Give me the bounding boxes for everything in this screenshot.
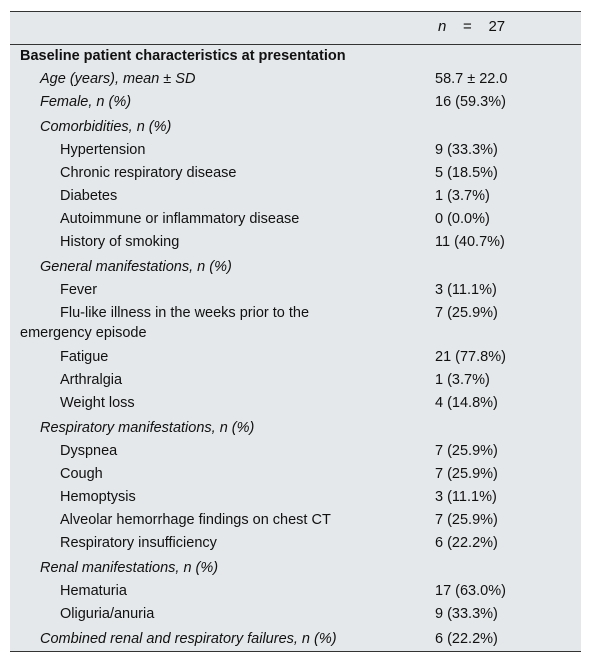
table-row (10, 486, 581, 509)
table-row (10, 208, 581, 231)
table-header (10, 12, 581, 45)
row-label: Oliguria/anuria (60, 606, 155, 622)
row-label: Cough (60, 466, 103, 482)
table-row (10, 509, 581, 532)
table-row (10, 369, 581, 392)
row-label: Autoimmune or inflammatory disease (60, 211, 300, 227)
row-label: Combined renal and respiratory failures, n (%) (40, 631, 337, 647)
row-label: Respiratory insufficiency (60, 535, 217, 551)
row-label: Dyspnea (60, 443, 118, 459)
row-value: 11 (40.7%) (435, 234, 505, 250)
table-row (10, 256, 581, 279)
n-symbol: n (438, 18, 447, 35)
row-value: 16 (59.3%) (435, 94, 506, 110)
table-row (10, 417, 581, 440)
row-value: 7 (25.9%) (435, 466, 498, 482)
row-label: History of smoking (60, 234, 180, 250)
row-value: 7 (25.9%) (435, 443, 498, 459)
section-title: Baseline patient characteristics at presentation (20, 48, 346, 64)
row-label: Comorbidities, n (%) (40, 119, 172, 135)
characteristics-table (10, 11, 581, 652)
table-row (10, 302, 581, 346)
table-row (10, 463, 581, 486)
row-value: 0 (0.0%) (435, 211, 490, 227)
row-value: 1 (3.7%) (435, 372, 490, 388)
table-row (10, 603, 581, 626)
sample-size (438, 18, 505, 35)
table-row (10, 532, 581, 555)
row-value: 6 (22.2%) (435, 631, 498, 647)
table-row (10, 628, 581, 651)
row-label: Chronic respiratory disease (60, 165, 237, 181)
n-value: 27 (488, 18, 506, 35)
table-row (10, 139, 581, 162)
table-row (10, 440, 581, 463)
row-value: 21 (77.8%) (435, 349, 506, 365)
row-label: Renal manifestations, n (%) (40, 560, 219, 576)
row-value: 58.7 ± 22.0 (435, 71, 508, 87)
row-value: 3 (11.1%) (435, 489, 497, 505)
row-value: 4 (14.8%) (435, 395, 498, 411)
row-label: Respiratory manifestations, n (%) (40, 420, 255, 436)
row-label: Alveolar hemorrhage findings on chest CT (60, 512, 331, 528)
row-value: 6 (22.2%) (435, 535, 498, 551)
table-row (10, 346, 581, 369)
table-row (10, 116, 581, 139)
table-row (10, 580, 581, 603)
row-label: Flu-like illness in the weeks prior to the (60, 305, 310, 321)
row-value: 3 (11.1%) (435, 282, 497, 298)
table-row (10, 185, 581, 208)
row-value: 7 (25.9%) (435, 512, 498, 528)
row-label: General manifestations, n (%) (40, 259, 232, 275)
table-row (10, 279, 581, 302)
row-value: 7 (25.9%) (435, 305, 498, 321)
row-label: Age (years), mean ± SD (40, 71, 196, 87)
row-value: 9 (33.3%) (435, 606, 498, 622)
table-row (10, 162, 581, 185)
row-value: 17 (63.0%) (435, 583, 506, 599)
row-value: 9 (33.3%) (435, 142, 498, 158)
row-label: Fatigue (60, 349, 109, 365)
table-body (10, 68, 581, 651)
equals-sign: = (463, 18, 472, 35)
row-label: Arthralgia (60, 372, 123, 388)
row-value: 5 (18.5%) (435, 165, 498, 181)
row-label: Weight loss (60, 395, 135, 411)
row-label: Hypertension (60, 142, 146, 158)
table-row (10, 231, 581, 254)
table-row (10, 392, 581, 415)
row-label: Hemoptysis (60, 489, 136, 505)
table-row (10, 91, 581, 114)
row-label: Fever (60, 282, 98, 298)
row-label: Diabetes (60, 188, 118, 204)
row-label-continuation: emergency episode (20, 325, 147, 341)
row-label: Hematuria (60, 583, 127, 599)
section-row (10, 45, 581, 68)
row-value: 1 (3.7%) (435, 188, 490, 204)
table-row (10, 557, 581, 580)
table-row (10, 68, 581, 91)
row-label: Female, n (%) (40, 94, 132, 110)
